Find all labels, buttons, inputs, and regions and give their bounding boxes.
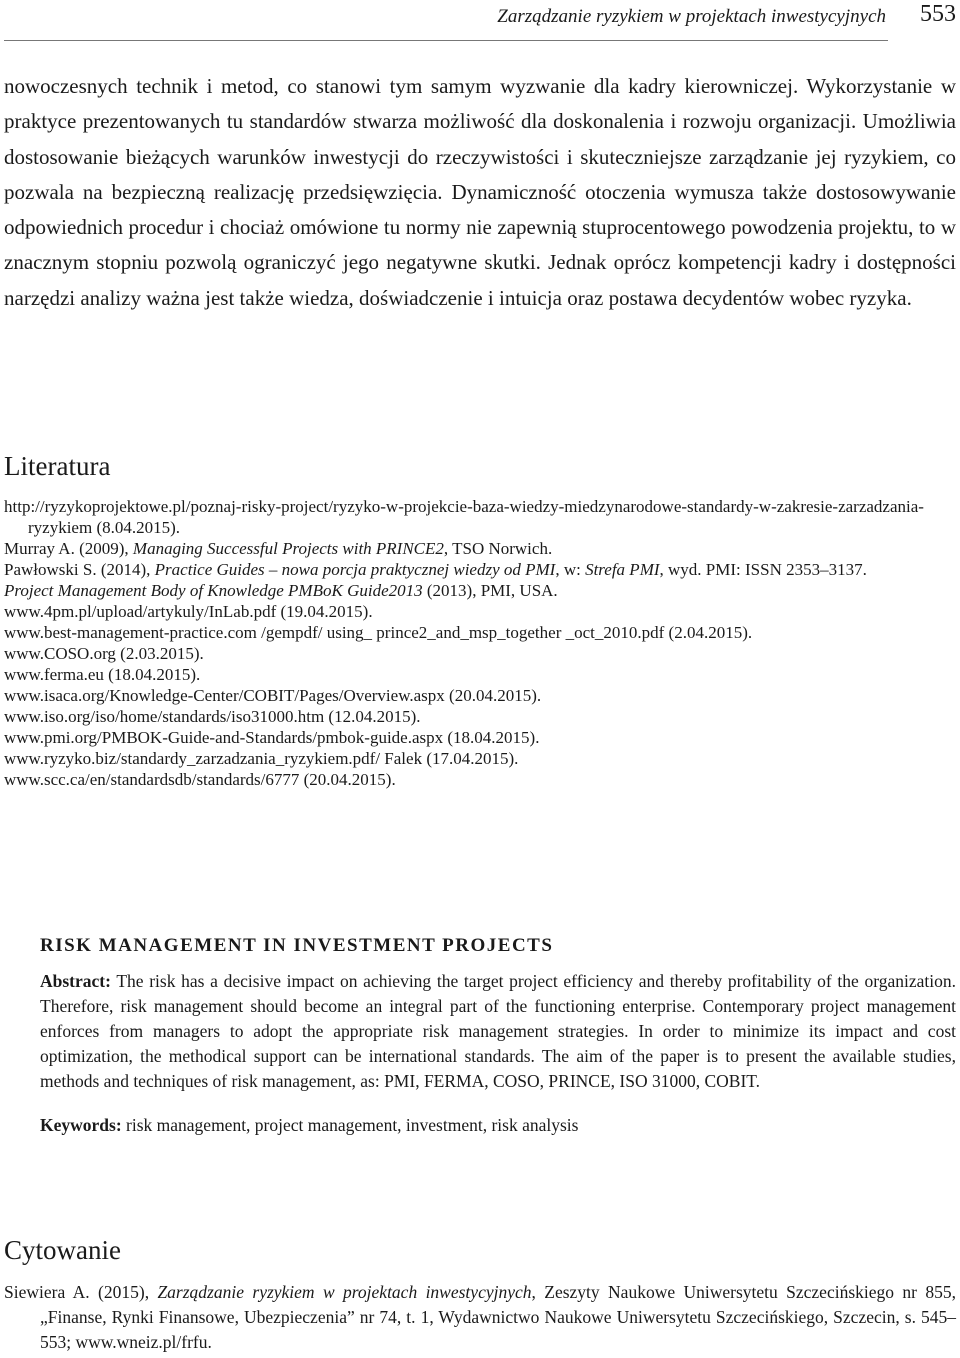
abstract-title: RISK MANAGEMENT IN INVESTMENT PROJECTS bbox=[40, 935, 554, 956]
citation-heading: Cytowanie bbox=[4, 1235, 121, 1265]
reference-title: Practice Guides – nowa porcja praktycznej wiedzy od PMI bbox=[154, 560, 556, 579]
reference-item bbox=[4, 727, 956, 748]
reference-text: Murray A. (2009), bbox=[4, 539, 133, 558]
reference-text: , wyd. PMI: ISSN 2353–3137. bbox=[659, 560, 867, 579]
reference-item bbox=[4, 685, 956, 706]
reference-text: www.pmi.org/PMBOK-Guide-and-Standards/pmbok-guide.aspx (18.04.2015). bbox=[4, 728, 540, 747]
reference-item bbox=[4, 559, 956, 580]
citation-author: Siewiera A. (2015), bbox=[4, 1282, 158, 1302]
reference-item bbox=[4, 622, 956, 643]
abstract-body: The risk has a decisive impact on achieving the target project efficiency and thereby profitability of the organization. Therefore, risk management should become an integral part of the functioning enterprise. Contemporary project management enforces from managers to adopt the appropriate risk management strategies. In order to minimize its impact and cost optimization, the methodical support can be international standards. The aim of the paper is to present the available studies, methods and techniques of risk management, as: PMI, FERMA, COSO, PRINCE, ISO 31000, COBIT. bbox=[40, 971, 956, 1091]
reference-item bbox=[4, 580, 956, 601]
citation-source: , Zeszyty Naukowe Uniwersytetu Szczecińskiego nr 855, „Finanse, Rynki Finansowe, Ubezpieczenia” nr 74, t. 1, Wydawnictwo Naukowe Uniwersytetu Szczecińskiego, Szczecin, s. 545–553; www.wneiz.pl/frfu. bbox=[40, 1282, 956, 1352]
body-text bbox=[4, 69, 956, 316]
keywords bbox=[40, 1113, 956, 1138]
reference-item bbox=[4, 643, 956, 664]
reference-text: www.scc.ca/en/standardsdb/standards/6777 (20.04.2015). bbox=[4, 770, 396, 789]
citation-title: Zarządzanie ryzykiem w projektach inwestycyjnych bbox=[157, 1282, 532, 1302]
reference-text: (2013), PMI, USA. bbox=[422, 581, 558, 600]
reference-text: www.ferma.eu (18.04.2015). bbox=[4, 665, 201, 684]
keywords-list: risk management, project management, investment, risk analysis bbox=[121, 1115, 579, 1135]
literature-heading: Literatura bbox=[4, 451, 111, 481]
body-paragraph: nowoczesnych technik i metod, co stanowi tym samym wyzwanie dla kadry kierowniczej. Wykorzystanie w praktyce prezentowanych tu standardów stwarza możliwość dla doskonalenia i rozwoju organizacji. Umożliwia dostosowanie bieżących warunków inwestycji do rzeczywistości i skuteczniejsze zarządzanie jej ryzykiem, co pozwala na bezpieczną realizację przedsięwzięcia. Dynamiczność otoczenia wymusza także dostosowywanie odpowiednich procedur i chociaż omówione tu normy nie zapewnią stuprocentowego powodzenia projektu, to w znacznym stopniu pozwolą ograniczyć jego negatywne skutki. Jednak oprócz kompetencji kadry i dostępności narzędzi analizy ważna jest także wiedza, doświadczenie i intuicja oraz postawa decydentów wobec ryzyka. bbox=[4, 74, 956, 310]
keywords-label: Keywords: bbox=[40, 1115, 122, 1135]
reference-text: , w: bbox=[555, 560, 586, 579]
reference-item bbox=[4, 664, 956, 685]
reference-title: Project Management Body of Knowledge PMBoK Guide2013 bbox=[4, 581, 423, 600]
reference-text: www.isaca.org/Knowledge-Center/COBIT/Pages/Overview.aspx (20.04.2015). bbox=[4, 686, 542, 705]
reference-text: www.COSO.org (2.03.2015). bbox=[4, 644, 204, 663]
running-title: Zarządzanie ryzykiem w projektach inwestycyjnych bbox=[497, 6, 886, 27]
running-header bbox=[4, 0, 956, 44]
reference-text: www.4pm.pl/upload/artykuly/InLab.pdf (19.04.2015). bbox=[4, 602, 373, 621]
english-abstract bbox=[40, 935, 956, 1138]
header-rule bbox=[4, 40, 888, 41]
abstract-label: Abstract: bbox=[40, 971, 111, 991]
reference-list bbox=[4, 496, 956, 790]
page-number: 553 bbox=[920, 1, 956, 27]
reference-text: www.iso.org/iso/home/standards/iso31000.htm (12.04.2015). bbox=[4, 707, 421, 726]
reference-title: Managing Successful Projects with PRINCE2 bbox=[132, 539, 444, 558]
reference-item bbox=[4, 496, 956, 538]
reference-text: , TSO Norwich. bbox=[443, 539, 553, 558]
abstract-text bbox=[40, 969, 956, 1094]
reference-text: Pawłowski S. (2014), bbox=[4, 560, 155, 579]
reference-item bbox=[4, 769, 956, 790]
reference-item bbox=[4, 601, 956, 622]
reference-item bbox=[4, 706, 956, 727]
reference-text: www.best-management-practice.com /gempdf/ using_ prince2_and_msp_together _oct_2010.pdf (2.04.2015). bbox=[4, 623, 753, 642]
reference-item bbox=[4, 538, 956, 559]
reference-item bbox=[4, 748, 956, 769]
reference-source: Strefa PMI bbox=[585, 560, 660, 579]
citation-text bbox=[4, 1280, 956, 1355]
reference-text: http://ryzykoprojektowe.pl/poznaj-risky-project/ryzyko-w-projekcie-baza-wiedzy-miedzynarodowe-standardy-w-zakresie-zarzadzania-ryzykiem (8.04.2015). bbox=[4, 497, 924, 537]
reference-text: www.ryzyko.biz/standardy_zarzadzania_ryzykiem.pdf/ Falek (17.04.2015). bbox=[4, 749, 519, 768]
